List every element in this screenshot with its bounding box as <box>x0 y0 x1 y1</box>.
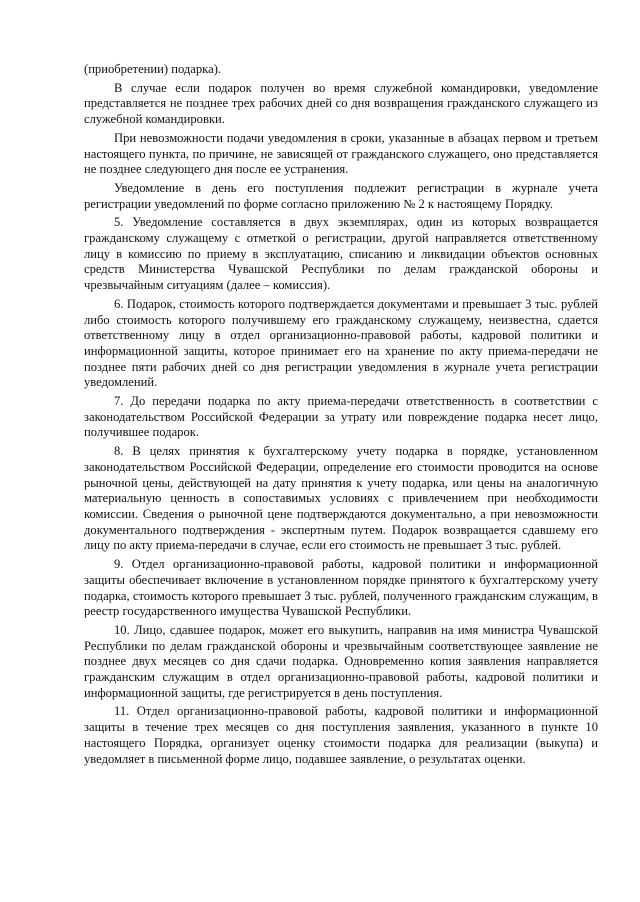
paragraph-item-7: 7. До передачи подарка по акту приема-передачи ответственность в соответствии с законодательством Российской Федерации за утрату или повреждение подарка несет лицо, получившее подарок. <box>84 394 598 440</box>
paragraph-business-trip: В случае если подарок получен во время служебной командировки, уведомление представляется не позднее трех рабочих дней со дня возвращения гражданского служащего из служебной командировки. <box>84 80 598 127</box>
paragraph-item-11: 11. Отдел организационно-правовой работы, кадровой политики и информационной защиты в течение трех месяцев со дня поступления заявления, указанного в пункте 10 настоящего Порядка, организует оценку стоимости подарка для реализации (выкупа) и уведомляет в письменной форме лицо, подавшее заявление, о результатах оценки. <box>84 704 598 766</box>
paragraph-item-6: 6. Подарок, стоимость которого подтверждается документами и превышает 3 тыс. рублей либо стоимость которого получившему его гражданскому служащему, неизвестна, сдается ответственному лицу в отдел организационно-правовой работы, кадровой политики и информационной защиты, которое принимает его на хранение по акту приема-передачи не позднее пяти рабочих дней со дня регистрации уведомления в журнале учета регистрации уведомлений. <box>84 296 598 390</box>
paragraph-item-5: 5. Уведомление составляется в двух экземплярах, один из которых возвращается гражданскому служащему с отметкой о регистрации, другой направляется ответственному лицу в комиссию по приему в эксплуатацию, списанию и ликвидации объектов основных средств Министерства Чувашской Республики по делам гражданской обороны и чрезвычайным ситуациям (далее – комиссия). <box>84 215 598 293</box>
paragraph-impossibility: При невозможности подачи уведомления в сроки, указанные в абзацах первом и третьем настоящего пункта, по причине, не зависящей от гражданского служащего, оно представляется не позднее следующего дня после ее устранения. <box>84 130 598 177</box>
paragraph-item-9: 9. Отдел организационно-правовой работы, кадровой политики и информационной защиты обеспечивает включение в установленном порядке принятого к бухгалтерскому учету подарка, стоимость которого превышает 3 тыс. рублей, полученного гражданским служащим, в реестр государственного имущества Чувашской Республики. <box>84 557 598 619</box>
paragraph-item-10: 10. Лицо, сдавшее подарок, может его выкупить, направив на имя министра Чувашской Республики по делам гражданской обороны и чрезвычайным соответствующее заявление не позднее двух месяцев со дня сдачи подарка. Одновременно копия заявления направляется гражданским служащим в отдел организационно-правовой работы, кадровой политики и информационной защиты, где регистрируется в день поступления. <box>84 622 598 700</box>
paragraph-registration: Уведомление в день его поступления подлежит регистрации в журнале учета регистрации уведомлений по форме согласно приложению № 2 к настоящему Порядку. <box>84 180 598 211</box>
paragraph-item-8: 8. В целях принятия к бухгалтерскому учету подарка в порядке, установленном законодательством Российской Федерации, определение его стоимости проводится на основе рыночной цены, действующей на дату принятия к учету подарка, или цены на аналогичную материальную ценность в сопоставимых условиях с привлечением при необходимости комиссии. Сведения о рыночной цене подтверждаются документально, а при невозможности документального подтверждения - экспертным путем. Подарок возвращается сдавшему его лицу по акту приема-передачи в случае, если его стоимость не превышает 3 тыс. рублей. <box>84 444 598 553</box>
document-page <box>84 62 598 770</box>
paragraph-gift-acquisition-end: (приобретении) подарка). <box>84 62 222 76</box>
